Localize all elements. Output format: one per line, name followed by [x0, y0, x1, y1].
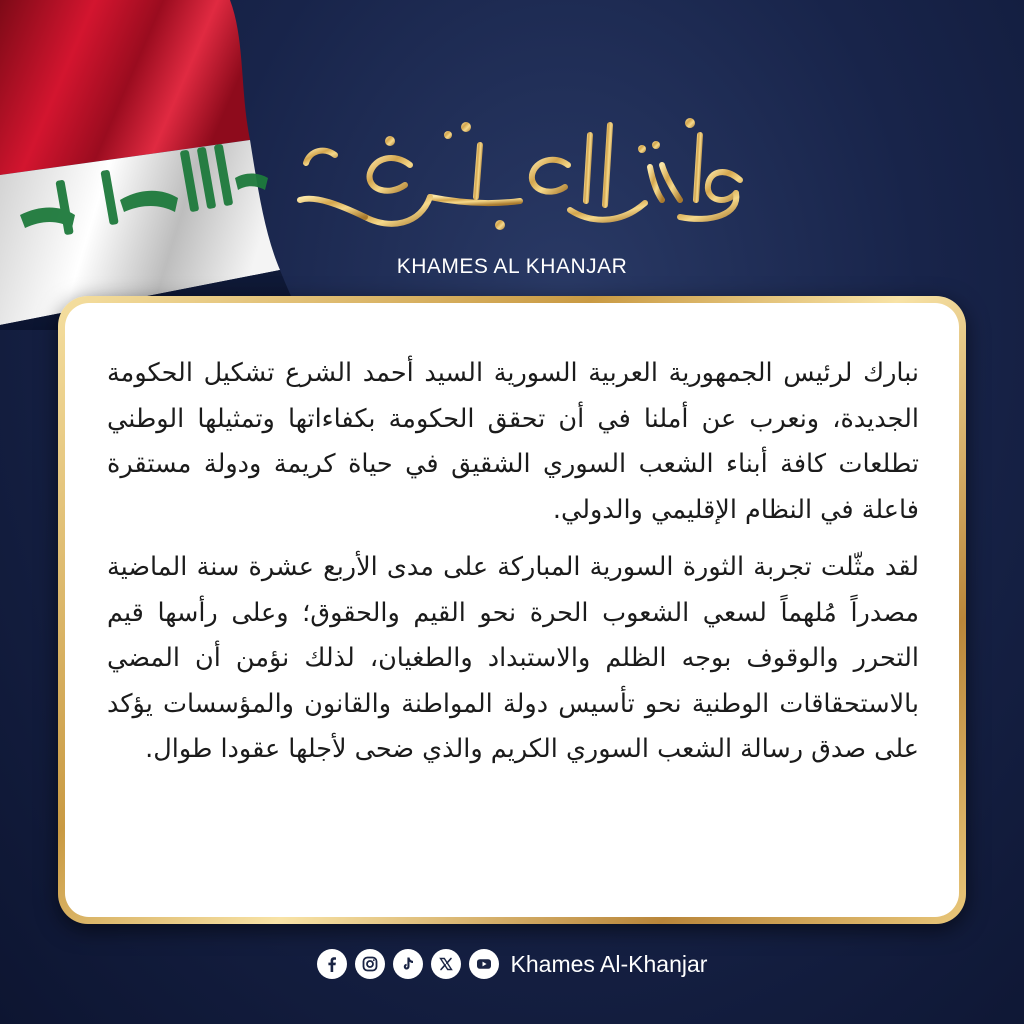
social-bar	[0, 946, 1024, 982]
instagram-icon[interactable]	[355, 949, 385, 979]
x-icon[interactable]	[431, 949, 461, 979]
statement-card	[65, 303, 959, 917]
statement-paragraph-2: لقد مثّلت تجربة الثورة السورية المباركة على مدى الأربع عشرة سنة الماضية مصدراً مُلهماً لسعي الشعوب الحرة نحو القيم والحقوق؛ وعلى رأسها قيم التحرر والوقوف بوجه الظلم والاستبداد والطغيان، لذلك نؤمن أن المضي بالاستحقاقات الوطنية نحو تأسيس دولة المواطنة والقانون والمؤسسات يؤكد على صدق رسالة الشعب السوري الكريم والذي ضحى لأجلها عقودا طوال.	[107, 552, 919, 764]
statement-paragraph-1: نبارك لرئيس الجمهورية العربية السورية السيد أحمد الشرع تشكيل الحكومة الجديدة، ونعرب عن أملنا في أن تحقق الحكومة بكفاءاتها وتمثيلها الوطني تطلعات كافة أبناء الشعب السوري الشقيق في حياة كريمة ودولة مستقرة فاعلة في النظام الإقليمي والدولي.	[107, 358, 919, 525]
youtube-icon[interactable]	[469, 949, 499, 979]
tiktok-icon[interactable]	[393, 949, 423, 979]
brand-name-latin: KHAMES AL KHANJAR	[396, 255, 628, 278]
iraqi-flag	[0, 0, 300, 330]
facebook-icon[interactable]	[317, 949, 347, 979]
social-handle[interactable]: Khames Al-Khanjar	[510, 950, 708, 977]
statement-card-frame	[58, 296, 966, 924]
statement-text	[107, 351, 919, 785]
calligraphy-logo	[270, 105, 770, 255]
